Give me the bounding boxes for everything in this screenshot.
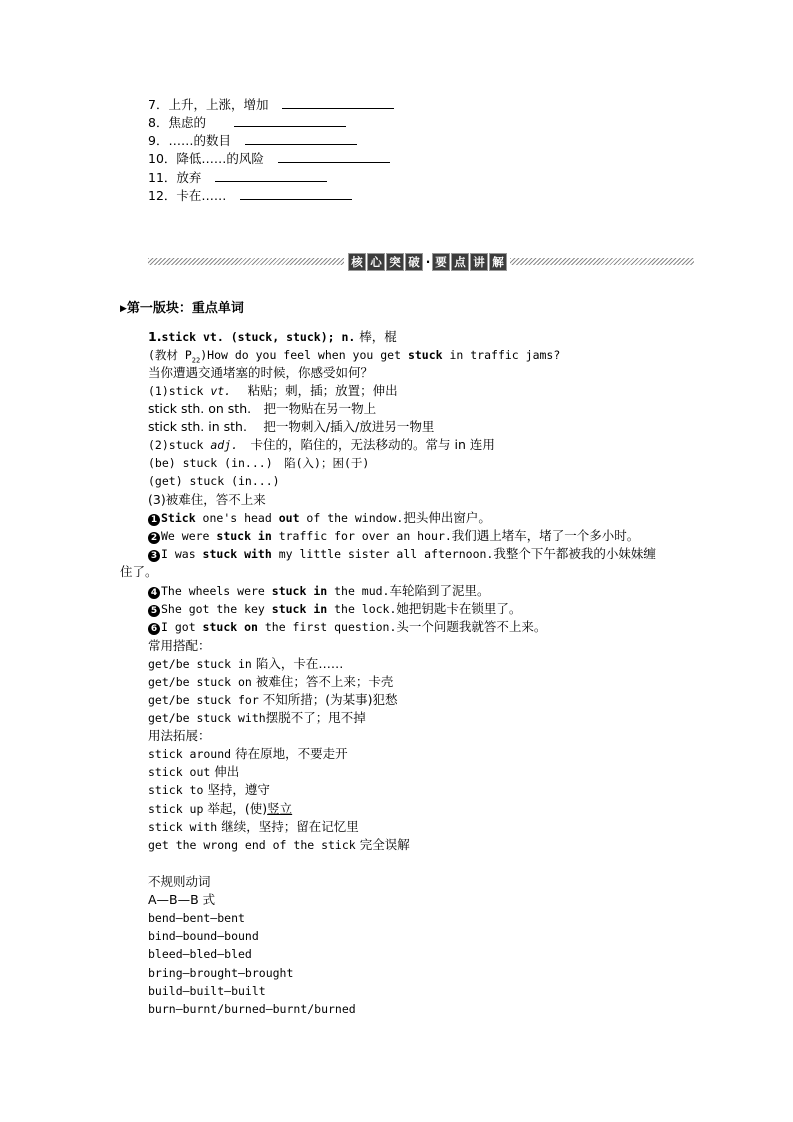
- example-keyword: stuck in: [216, 529, 272, 543]
- extension-item: [148, 781, 270, 799]
- translation-line: 当你遭遇交通堵塞的时候，你感受如何？: [148, 365, 374, 380]
- banner-char: 要: [432, 253, 450, 271]
- sense-2-term: (2)stuck: [148, 438, 211, 452]
- extension-phrase: stick with: [148, 819, 218, 834]
- sense-2-example: (be) stuck (in...) 陷(入)；困(于): [148, 456, 370, 470]
- extension-phrase: get the wrong end of the stick: [148, 838, 356, 852]
- example-english: [161, 547, 493, 561]
- irregular-verb: build—built—built: [148, 983, 266, 998]
- example-english: [161, 529, 452, 543]
- example-text: The wheels were: [161, 584, 272, 598]
- vocab-item-label: 10．降低……的风险: [148, 151, 264, 166]
- collocation-meaning: 陷入，卡在……: [251, 656, 344, 671]
- sense-2: [148, 436, 495, 454]
- example-text: the first question.: [257, 620, 397, 634]
- collocation-item: [148, 691, 398, 709]
- section-heading-text: 第一版块：重点单词: [126, 301, 244, 316]
- sense-1-term: (1)stick: [148, 384, 211, 398]
- extension-phrase: stick out: [148, 765, 211, 780]
- extension-item: [148, 818, 359, 836]
- example-sentence: [148, 582, 490, 600]
- number-marker-icon: 1: [148, 514, 160, 526]
- vocab-item-label: 11．放弃: [148, 170, 202, 185]
- example-keyword: stuck with: [202, 547, 272, 561]
- extensions-heading: 用法拓展：: [148, 728, 211, 743]
- section-heading: [120, 300, 244, 318]
- section-banner: [148, 253, 694, 271]
- collocation-meaning: 摆脱不了；甩不掉: [265, 710, 366, 725]
- answer-blank[interactable]: [215, 169, 327, 182]
- extension-item: [148, 800, 292, 818]
- vocab-item: [148, 96, 394, 114]
- example-translation: 把头伸出窗户。: [403, 510, 491, 525]
- sense-3: (3)被难住，答不上来: [148, 492, 266, 507]
- vocab-item: [148, 132, 357, 150]
- example-translation: 我们遇上堵车，堵了一个多小时。: [451, 528, 640, 543]
- textbook-prefix: (教材 P: [148, 348, 192, 362]
- banner-char: 点: [451, 253, 469, 271]
- example-text: the mud.: [327, 584, 390, 598]
- number-marker-icon: 3: [148, 550, 160, 562]
- example-text: one's head: [195, 511, 279, 525]
- example-text: of the window.: [299, 511, 404, 525]
- irregular-verb: bind—bound—bound: [148, 929, 259, 944]
- example-translation-wrap: 住了。: [120, 564, 158, 579]
- triangle-marker-icon: ▶: [120, 304, 127, 314]
- number-marker-icon: 4: [148, 587, 160, 599]
- textbook-bold: stuck: [407, 348, 443, 362]
- extension-phrase: stick around: [148, 747, 232, 761]
- textbook-q1: )How do you feel when you get: [200, 348, 408, 362]
- sense-2-pos: adj.: [210, 438, 239, 452]
- banner-dot: ·: [425, 255, 431, 269]
- vocab-item: [148, 169, 327, 187]
- answer-blank[interactable]: [278, 150, 390, 163]
- example-english: [161, 620, 396, 634]
- extension-meaning: 伸出: [210, 764, 240, 780]
- extension-meaning-underlined: 竖立: [267, 800, 293, 816]
- example-text: traffic for over an hour.: [271, 529, 452, 543]
- extension-phrase: stick to: [148, 783, 204, 798]
- example-english: [161, 584, 389, 598]
- extension-item: [148, 763, 239, 781]
- example-sentence: [148, 545, 656, 563]
- collocation-item: [148, 709, 366, 727]
- vocab-item-label: 12．卡在……: [148, 188, 227, 203]
- sense-2-example: (get) stuck (in...): [148, 474, 280, 488]
- sense-1-meaning: 粘贴；刺，插；放置；伸出: [231, 383, 398, 398]
- textbook-q2: in traffic jams?: [442, 348, 561, 362]
- collocations-heading: 常用搭配：: [148, 638, 211, 653]
- vocab-item: [148, 114, 346, 132]
- vocab-item-label: 9．……的数目: [148, 133, 231, 148]
- number-marker-icon: 2: [148, 532, 160, 544]
- vocab-item-label: 7．上升，上涨，增加: [148, 97, 269, 112]
- irregular-verb: bleed—bled—bled: [148, 947, 252, 962]
- example-keyword: out: [278, 511, 300, 525]
- example-english: [161, 511, 403, 525]
- collocation-meaning: 不知所措；(为某事)犯愁: [258, 692, 398, 707]
- example-text: my little sister all afternoon.: [271, 547, 494, 561]
- example-translation: 她把钥匙卡在锁里了。: [396, 601, 522, 616]
- extension-phrase: stick up: [148, 801, 204, 816]
- collocation-phrase: get/be stuck for: [148, 693, 259, 707]
- example-translation: 车轮陷到了泥里。: [389, 583, 490, 598]
- irregular-heading: 不规则动词: [148, 874, 211, 889]
- sense-1-example: stick sth. in sth. 把一物刺入/插入/放进另一物里: [148, 419, 435, 434]
- example-translation: 头一个问题我就答不上来。: [396, 619, 547, 634]
- banner-hatch-right: [510, 258, 694, 265]
- extension-meaning: 继续，坚持；留在记忆里: [217, 818, 359, 834]
- example-sentence: [148, 509, 491, 527]
- sense-1: [148, 382, 398, 400]
- answer-blank[interactable]: [234, 114, 346, 127]
- collocation-item: [148, 673, 393, 691]
- extension-meaning: 举起，(使): [203, 800, 268, 816]
- example-translation: 我整个下午都被我的小妹妹缠: [493, 546, 656, 561]
- extension-meaning: 坚持，遵守: [203, 782, 270, 798]
- example-text: the lock.: [327, 602, 397, 616]
- irregular-verb: burn—burnt/burned—burnt/burned: [148, 1002, 356, 1016]
- extension-meaning: 完全误解: [355, 837, 410, 852]
- banner-hatch-left: [148, 258, 344, 265]
- example-text: I got: [161, 620, 203, 634]
- extension-meaning: 待在原地，不要走开: [231, 746, 348, 761]
- collocation-item: [148, 655, 343, 673]
- answer-blank[interactable]: [245, 132, 357, 145]
- collocation-phrase: get/be stuck on: [148, 675, 252, 689]
- vocab-item: [148, 150, 390, 168]
- sense-2-meaning: 卡住的，陷住的，无法移动的。常与 in 连用: [238, 437, 495, 452]
- vocab-item-label: 8．焦虑的: [148, 115, 206, 130]
- irregular-pattern: A—B—B 式: [148, 892, 216, 907]
- example-sentence: [148, 618, 546, 636]
- example-keyword: stuck in: [271, 602, 328, 616]
- example-sentence: [148, 527, 639, 545]
- headword-number: 1.: [148, 329, 162, 344]
- collocation-phrase: get/be stuck in: [148, 657, 252, 671]
- sense-1-example: stick sth. on sth. 把一物贴在另一物上: [148, 401, 377, 416]
- banner-char: 破: [405, 253, 423, 271]
- example-text: We were: [161, 529, 217, 543]
- banner-char: 核: [348, 253, 366, 271]
- collocation-meaning: 被难住；答不上来；卡壳: [251, 674, 394, 689]
- answer-blank[interactable]: [282, 96, 394, 109]
- irregular-verb: bend—bent—bent: [148, 911, 245, 925]
- extension-item: [148, 836, 410, 854]
- banner-char: 心: [367, 253, 385, 271]
- answer-blank[interactable]: [240, 187, 352, 200]
- number-marker-icon: 6: [148, 623, 160, 635]
- extension-item: [148, 745, 348, 763]
- headword-line: [148, 328, 397, 346]
- banner-char: 突: [386, 253, 404, 271]
- sense-1-pos: vt.: [210, 384, 232, 398]
- banner-title: [348, 253, 508, 271]
- irregular-verb: bring—brought—brought: [148, 965, 294, 980]
- vocab-item: [148, 187, 352, 205]
- example-keyword: stuck on: [202, 620, 258, 634]
- banner-char: 解: [489, 253, 507, 271]
- example-english: [161, 602, 396, 616]
- example-keyword: Stick: [161, 511, 196, 525]
- textbook-page: 22: [191, 356, 201, 365]
- number-marker-icon: 5: [148, 605, 160, 617]
- example-sentence: [148, 600, 521, 618]
- collocation-phrase: get/be stuck with: [148, 711, 266, 725]
- example-text: She got the key: [161, 602, 272, 616]
- example-text: I was: [161, 547, 203, 561]
- banner-char: 讲: [470, 253, 488, 271]
- example-keyword: stuck in: [271, 584, 328, 598]
- headword-meaning: 棒，棍: [355, 329, 397, 344]
- headword: stick vt. (stuck, stuck); n.: [161, 330, 356, 344]
